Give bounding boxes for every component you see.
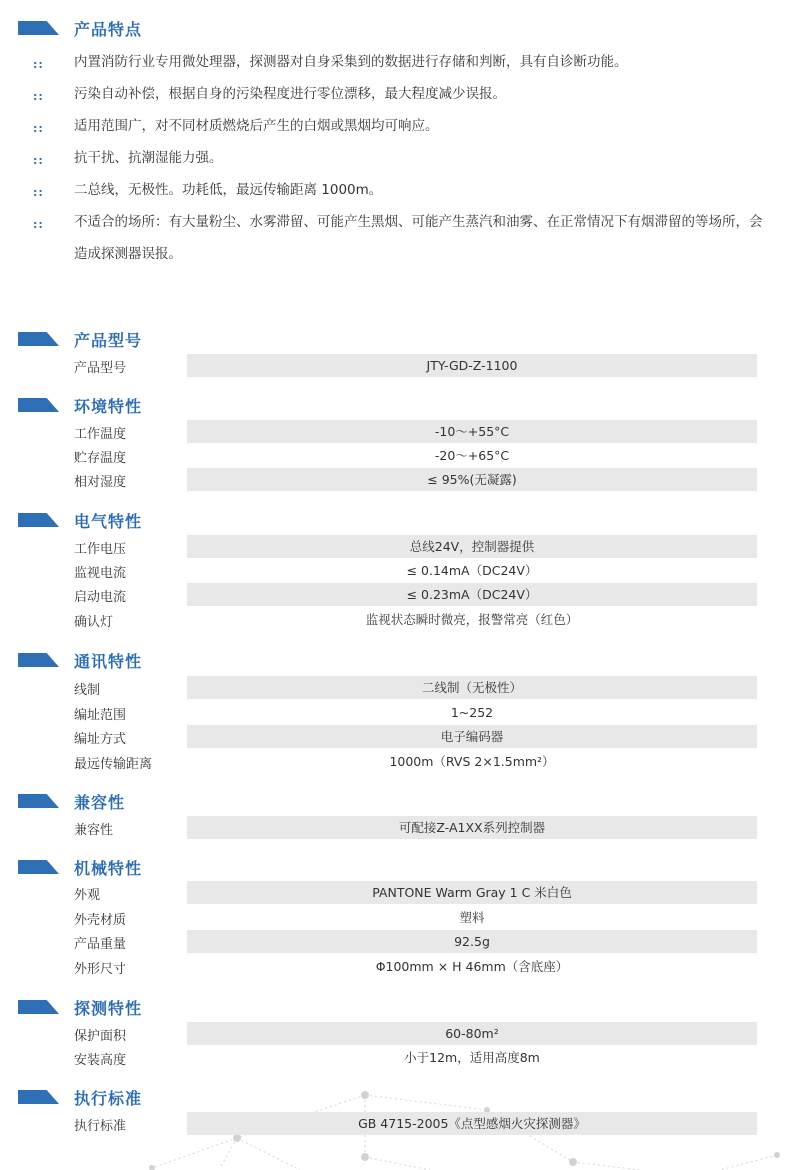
spec-value: 小于12m，适用高度8m: [404, 1050, 540, 1065]
spec-label: 产品重量: [74, 937, 127, 952]
section-header-standard: [18, 1087, 318, 1111]
bullet-icon: ::: [33, 218, 44, 231]
spec-row: [0, 906, 785, 929]
spec-value: 电子编码器: [187, 725, 757, 748]
section-title: 电气特性: [74, 512, 143, 531]
spec-row: [0, 1022, 785, 1045]
bullet-icon: ::: [33, 154, 44, 167]
spec-value: -20～+65°C: [434, 448, 510, 463]
spec-value: GB 4715-2005《点型感烟火灾探测器》: [187, 1112, 757, 1135]
spec-row: [0, 676, 785, 699]
spec-row: [0, 420, 785, 443]
spec-row: [0, 583, 785, 606]
spec-value: 可配接Z-A1XX系列控制器: [187, 816, 757, 839]
section-flag-icon: [18, 332, 59, 346]
section-flag-icon: [18, 1090, 59, 1104]
section-flag-icon: [18, 398, 59, 412]
spec-row: [0, 354, 785, 377]
spec-label: 监视电流: [74, 566, 127, 581]
section-flag-icon: [18, 794, 59, 808]
spec-label: 外观: [74, 888, 101, 903]
spec-label: 外壳材质: [74, 913, 127, 928]
section-header-communication: [18, 650, 318, 674]
section-title: 执行标准: [74, 1089, 143, 1108]
section-flag-icon: [18, 1000, 59, 1014]
spec-row: [0, 725, 785, 748]
spec-row: [0, 701, 785, 724]
bullet-icon: ::: [33, 58, 44, 71]
spec-value: Φ100mm × H 46mm（含底座）: [375, 959, 569, 974]
spec-value: 60-80m²: [187, 1022, 757, 1045]
spec-value: 二线制（无极性）: [187, 676, 757, 699]
bullet-icon: ::: [33, 122, 44, 135]
spec-label: 执行标准: [74, 1119, 127, 1134]
section-header-features: [18, 18, 318, 42]
section-title: 探测特性: [74, 999, 143, 1018]
spec-label: 编址范围: [74, 708, 127, 723]
bullet-icon: ::: [33, 90, 44, 103]
spec-label: 最远传输距离: [74, 757, 153, 772]
section-title: 机械特性: [74, 859, 143, 878]
spec-value: PANTONE Warm Gray 1 C 米白色: [187, 881, 757, 904]
section-header-environment: [18, 395, 318, 419]
spec-value: -10～+55°C: [187, 420, 757, 443]
section-flag-icon: [18, 653, 59, 667]
bullet-icon: ::: [33, 186, 44, 199]
section-header-electrical: [18, 510, 318, 534]
spec-value: 92.5g: [187, 930, 757, 953]
spec-label: 确认灯: [74, 615, 114, 630]
spec-value: 1000m（RVS 2×1.5mm²）: [389, 754, 555, 769]
section-header-model: [18, 329, 318, 353]
spec-row: [0, 535, 785, 558]
spec-value: ≤ 0.14mA（DC24V）: [406, 563, 538, 578]
spec-row: [0, 750, 785, 773]
spec-label: 线制: [74, 683, 101, 698]
spec-value: 监视状态瞬时微亮，报警常亮（红色）: [365, 612, 579, 627]
section-title: 环境特性: [74, 397, 143, 416]
spec-label: 外形尺寸: [74, 962, 127, 977]
section-header-mechanical: [18, 857, 318, 881]
spec-row: [0, 816, 785, 839]
spec-label: 启动电流: [74, 590, 127, 605]
section-header-compatibility: [18, 791, 318, 815]
spec-row: [0, 1112, 785, 1135]
section-flag-icon: [18, 513, 59, 527]
spec-value: 塑料: [459, 910, 485, 925]
spec-value: ≤ 95%(无凝露): [187, 468, 757, 491]
spec-label: 工作温度: [74, 427, 127, 442]
section-title: 产品型号: [74, 331, 143, 350]
spec-value: 1~252: [450, 705, 494, 720]
spec-row: [0, 930, 785, 953]
section-title: 通讯特性: [74, 652, 143, 671]
spec-value: JTY-GD-Z-1100: [187, 354, 757, 377]
spec-label: 安装高度: [74, 1053, 127, 1068]
section-title: 兼容性: [74, 793, 126, 812]
spec-value: 总线24V，控制器提供: [187, 535, 757, 558]
spec-label: 保护面积: [74, 1029, 127, 1044]
spec-row: [0, 608, 785, 631]
spec-label: 相对湿度: [74, 475, 127, 490]
section-flag-icon: [18, 860, 59, 874]
spec-row: [0, 955, 785, 978]
spec-row: [0, 444, 785, 467]
spec-label: 兼容性: [74, 823, 114, 838]
spec-row: [0, 1046, 785, 1069]
section-title: 产品特点: [74, 20, 143, 39]
spec-row: [0, 468, 785, 491]
section-header-detection: [18, 997, 318, 1021]
spec-label: 产品型号: [74, 361, 127, 376]
spec-label: 工作电压: [74, 542, 127, 557]
spec-label: 贮存温度: [74, 451, 127, 466]
spec-label: 编址方式: [74, 732, 127, 747]
spec-value: ≤ 0.23mA（DC24V）: [187, 583, 757, 606]
spec-row: [0, 559, 785, 582]
section-flag-icon: [18, 21, 59, 35]
spec-row: [0, 881, 785, 904]
